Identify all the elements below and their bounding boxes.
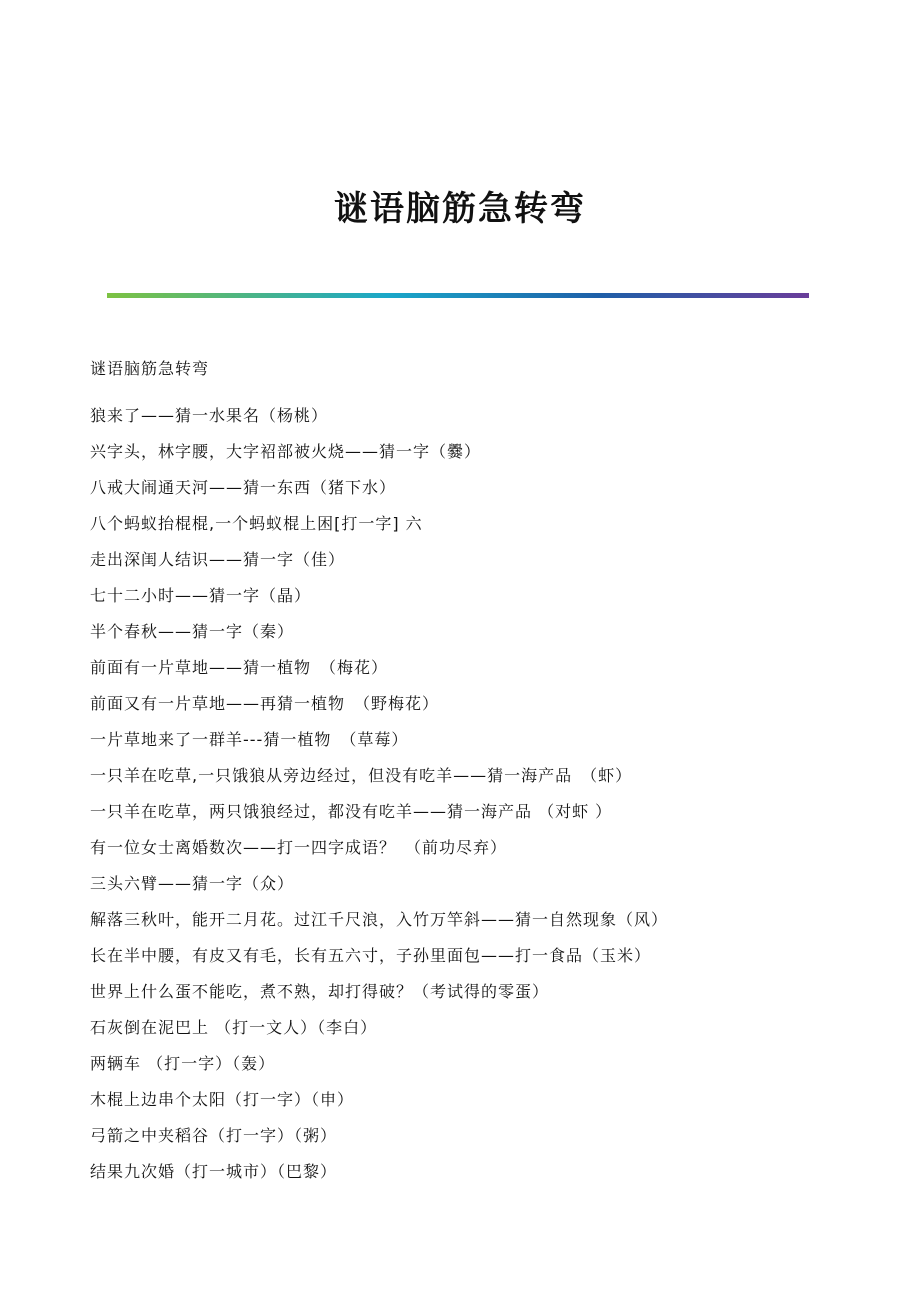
- riddle-item: 兴字头，林字腰，大字袑部被火烧——猜一字（爨）: [90, 442, 482, 461]
- riddle-item: 一片草地来了一群羊---猜一植物 （草莓）: [90, 730, 409, 749]
- riddle-item: 弓箭之中夹稻谷（打一字）（粥）: [90, 1126, 338, 1145]
- page-title: 谜语脑筋急转弯: [334, 189, 586, 229]
- document-body: [90, 356, 830, 1190]
- riddle-item: 一只羊在吃草，两只饿狼经过，都没有吃羊——猜一海产品 （对虾 ）: [90, 802, 613, 821]
- title-divider: [107, 293, 809, 298]
- riddle-item: 七十二小时——猜一字（晶）: [90, 586, 312, 605]
- riddle-item: 狼来了——猜一水果名（杨桃）: [90, 406, 329, 425]
- riddle-item: 长在半中腰，有皮又有毛，长有五六寸，子孙里面包——打一食品（玉米）: [90, 946, 652, 965]
- riddle-item: 一只羊在吃草,一只饿狼从旁边经过，但没有吃羊——猜一海产品 （虾）: [90, 766, 633, 785]
- riddle-item: 有一位女士离婚数次——打一四字成语？ （前功尽弃）: [90, 838, 508, 857]
- riddle-item: 世界上什么蛋不能吃，煮不熟，却打得破？（考试得的零蛋）: [90, 982, 550, 1001]
- riddle-item: 走出深闺人结识——猜一字（佳）: [90, 550, 346, 569]
- riddle-item: 半个春秋——猜一字（秦）: [90, 622, 295, 641]
- riddle-item: 木棍上边串个太阳（打一字）（申）: [90, 1090, 355, 1109]
- riddle-item: 前面又有一片草地——再猜一植物 （野梅花）: [90, 694, 440, 713]
- document-subtitle: 谜语脑筋急转弯: [90, 359, 210, 378]
- riddle-item: 三头六臂——猜一字（众）: [90, 874, 295, 893]
- riddle-item: 结果九次婚（打一城市）（巴黎）: [90, 1162, 338, 1181]
- riddle-item: 八个蚂蚁抬棍棍,一个蚂蚁棍上困[打一字] 六: [90, 514, 423, 533]
- riddle-item: 石灰倒在泥巴上 （打一文人）（李白）: [90, 1018, 378, 1037]
- riddle-item: 两辆车 （打一字）（轰）: [90, 1054, 276, 1073]
- riddle-item: 前面有一片草地——猜一植物 （梅花）: [90, 658, 389, 677]
- riddle-item: 八戒大闹通天河——猜一东西（猪下水）: [90, 478, 397, 497]
- riddle-list: [90, 398, 830, 1190]
- riddle-item: 解落三秋叶，能开二月花。过江千尺浪，入竹万竿斜——猜一自然现象（风）: [90, 910, 669, 929]
